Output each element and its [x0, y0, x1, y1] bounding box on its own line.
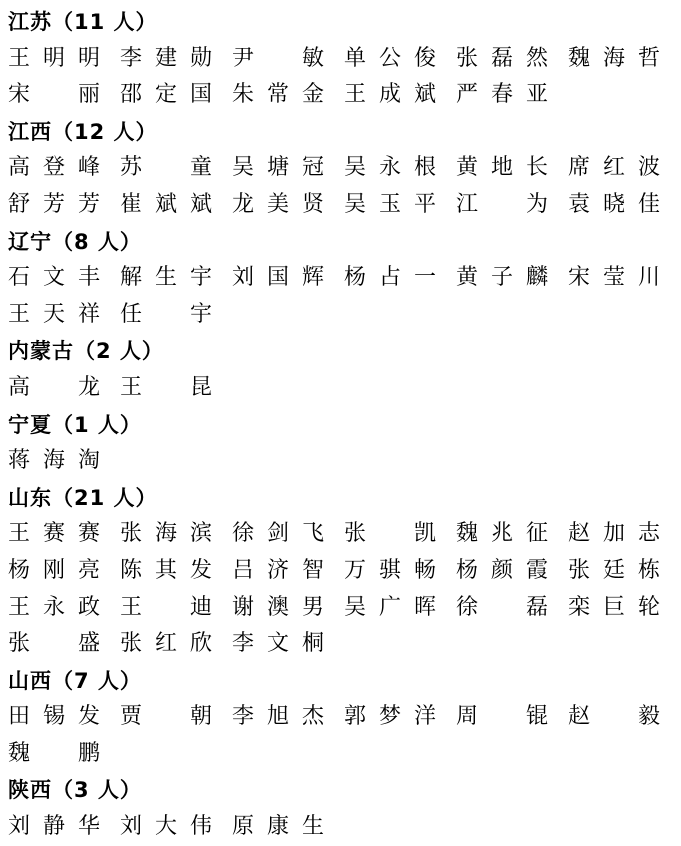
- person-name: 王 成 斌: [344, 82, 436, 108]
- name-list-document: [8, 4, 673, 846]
- person-name: 任 宇: [120, 301, 212, 327]
- person-name: 魏 海 哲: [568, 45, 660, 71]
- name-row: [8, 443, 673, 480]
- name-row: [8, 41, 673, 78]
- person-name: 宋 丽: [8, 82, 100, 108]
- region-heading: 山东（21 人）: [8, 485, 158, 510]
- person-name: 吴 玉 平: [344, 191, 436, 217]
- person-name: 单 公 俊: [344, 45, 436, 71]
- person-name: 王 天 祥: [8, 301, 100, 327]
- person-name: 杨 颜 霞: [456, 557, 548, 583]
- person-name: 张 磊 然: [456, 45, 548, 71]
- person-name: 黄 子 麟: [456, 265, 548, 291]
- person-name: 宋 莹 川: [568, 265, 660, 291]
- person-name: 袁 晓 佳: [568, 191, 660, 217]
- person-name: 万 骐 畅: [344, 557, 436, 583]
- name-row: [8, 150, 673, 187]
- person-name: 原 康 生: [232, 814, 324, 840]
- name-row: [8, 260, 673, 297]
- person-name: 龙 美 贤: [232, 191, 324, 217]
- person-name: 张 廷 栋: [568, 557, 660, 583]
- region-heading: 陕西（3 人）: [8, 778, 142, 803]
- person-name: 张 海 滨: [120, 521, 212, 547]
- person-name: 魏 兆 征: [456, 521, 548, 547]
- person-name: 栾 巨 轮: [568, 594, 660, 620]
- person-name: 严 春 亚: [456, 82, 548, 108]
- region-heading: 宁夏（1 人）: [8, 412, 142, 437]
- person-name: 张 红 欣: [120, 631, 212, 657]
- name-row: [8, 553, 673, 590]
- name-row: [8, 736, 673, 773]
- person-name: 王 永 政: [8, 594, 100, 620]
- person-name: 解 生 宇: [120, 265, 212, 291]
- person-name: 苏 童: [120, 155, 212, 181]
- person-name: 陈 其 发: [120, 557, 212, 583]
- name-row: [8, 699, 673, 736]
- person-name: 黄 地 长: [456, 155, 548, 181]
- name-row: [8, 187, 673, 224]
- region-heading: 内蒙古（2 人）: [8, 339, 164, 364]
- person-name: 张 凯: [344, 521, 436, 547]
- person-name: 魏 鹏: [8, 740, 100, 766]
- person-name: 刘 大 伟: [120, 814, 212, 840]
- person-name: 王 昆: [120, 374, 212, 400]
- person-name: 赵 毅: [568, 704, 660, 730]
- person-name: 蒋 海 淘: [8, 448, 100, 474]
- person-name: 吴 广 晖: [344, 594, 436, 620]
- person-name: 李 文 桐: [232, 631, 324, 657]
- person-name: 周 锟: [456, 704, 548, 730]
- person-name: 舒 芳 芳: [8, 191, 100, 217]
- person-name: 王 明 明: [8, 45, 100, 71]
- name-row: [8, 809, 673, 846]
- name-row: [8, 77, 673, 114]
- person-name: 杨 刚 亮: [8, 557, 100, 583]
- person-name: 杨 占 一: [344, 265, 436, 291]
- person-name: 邵 定 国: [120, 82, 212, 108]
- person-name: 吴 永 根: [344, 155, 436, 181]
- person-name: 田 锡 发: [8, 704, 100, 730]
- person-name: 王 赛 赛: [8, 521, 100, 547]
- name-row: [8, 370, 673, 407]
- person-name: 李 建 勋: [120, 45, 212, 71]
- person-name: 徐 剑 飞: [232, 521, 324, 547]
- person-name: 高 龙: [8, 374, 100, 400]
- person-name: 席 红 波: [568, 155, 660, 181]
- person-name: 王 迪: [120, 594, 212, 620]
- person-name: 刘 国 辉: [232, 265, 324, 291]
- person-name: 郭 梦 洋: [344, 704, 436, 730]
- region-heading: 江苏（11 人）: [8, 10, 158, 34]
- person-name: 谢 澳 男: [232, 594, 324, 620]
- name-row: [8, 626, 673, 663]
- person-name: 崔 斌 斌: [120, 191, 212, 217]
- person-name: 贾 朝: [120, 704, 212, 730]
- person-name: 尹 敏: [232, 45, 324, 71]
- person-name: 张 盛: [8, 631, 100, 657]
- person-name: 徐 磊: [456, 594, 548, 620]
- name-row: [8, 590, 673, 627]
- name-row: [8, 297, 673, 334]
- person-name: 吕 济 智: [232, 557, 324, 583]
- person-name: 高 登 峰: [8, 155, 100, 181]
- region-heading: 江西（12 人）: [8, 119, 158, 144]
- person-name: 江 为: [456, 191, 548, 217]
- person-name: 朱 常 金: [232, 82, 324, 108]
- region-heading: 辽宁（8 人）: [8, 229, 142, 254]
- name-row: [8, 516, 673, 553]
- person-name: 石 文 丰: [8, 265, 100, 291]
- person-name: 吴 塘 冠: [232, 155, 324, 181]
- person-name: 李 旭 杰: [232, 704, 324, 730]
- person-name: 赵 加 志: [568, 521, 660, 547]
- region-heading: 山西（7 人）: [8, 668, 142, 693]
- person-name: 刘 静 华: [8, 814, 100, 840]
